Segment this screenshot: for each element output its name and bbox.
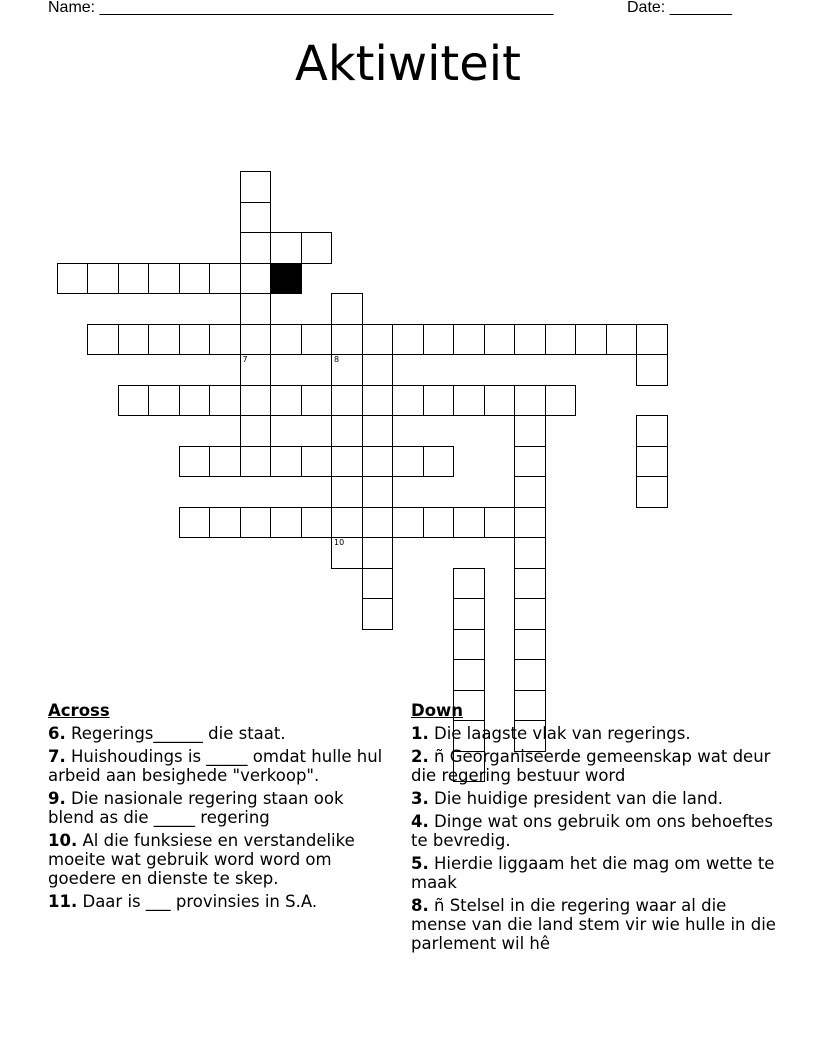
crossword-cell[interactable] xyxy=(514,537,546,569)
crossword-cell[interactable] xyxy=(240,232,272,264)
crossword-cell[interactable] xyxy=(514,507,546,539)
crossword-cell[interactable] xyxy=(270,507,302,539)
crossword-cell[interactable] xyxy=(362,354,394,386)
clue-number: 4. xyxy=(411,812,429,831)
clue-number: 5. xyxy=(411,854,429,873)
across-clue xyxy=(48,747,388,785)
crossword-cell[interactable] xyxy=(209,507,241,539)
clue-text: Daar is ___ provinsies in S.A. xyxy=(82,892,318,911)
across-clue xyxy=(48,789,388,827)
crossword-cell[interactable] xyxy=(148,324,180,356)
crossword-cell[interactable] xyxy=(362,537,394,569)
clue-number: 8. xyxy=(411,896,429,915)
crossword-cell[interactable] xyxy=(392,507,424,539)
crossword-cell[interactable] xyxy=(331,476,363,508)
clue-number-label: 10 xyxy=(334,538,345,547)
clue-text: Dinge wat ons gebruik om ons behoeftes te bevredig. xyxy=(411,812,773,850)
crossword-cell[interactable] xyxy=(453,629,485,661)
crossword-cell[interactable] xyxy=(179,446,211,478)
page-title: Aktiwiteit xyxy=(295,36,521,92)
crossword-cell[interactable] xyxy=(240,324,272,356)
crossword-cell[interactable] xyxy=(484,507,516,539)
clue-number: 9. xyxy=(48,789,66,808)
down-clue xyxy=(411,724,781,743)
crossword-cell[interactable] xyxy=(179,385,211,417)
crossword-cell[interactable] xyxy=(240,202,272,234)
crossword-cell[interactable] xyxy=(209,446,241,478)
date-field-line: Date: _______ xyxy=(627,0,732,16)
crossword-cell[interactable] xyxy=(179,324,211,356)
clue-number: 11. xyxy=(48,892,78,911)
clue-text: Die laagste vlak van regerings. xyxy=(434,724,691,743)
crossword-cell[interactable] xyxy=(423,324,455,356)
across-clue xyxy=(48,724,388,743)
crossword-cell[interactable] xyxy=(636,324,668,356)
clue-number: 3. xyxy=(411,789,429,808)
crossword-cell[interactable] xyxy=(57,263,89,295)
clue-text: Al die funksiese en verstandelike moeite wat gebruik word word om goedere en dienste te skep. xyxy=(48,831,355,888)
crossword-cell[interactable] xyxy=(270,446,302,478)
crossword-cell[interactable] xyxy=(270,324,302,356)
crossword-cell[interactable] xyxy=(179,263,211,295)
crossword-cell[interactable] xyxy=(514,598,546,630)
clue-text: ñ Georganiseerde gemeenskap wat deur die regering bestuur word xyxy=(411,747,771,785)
crossword-cell[interactable] xyxy=(362,598,394,630)
crossword-cell[interactable] xyxy=(118,385,150,417)
crossword-cell[interactable] xyxy=(484,324,516,356)
crossword-cell[interactable] xyxy=(423,507,455,539)
crossword-cell[interactable] xyxy=(87,263,119,295)
crossword-cell[interactable] xyxy=(362,446,394,478)
crossword-cell[interactable] xyxy=(240,354,272,386)
crossword-cell[interactable] xyxy=(301,507,333,539)
crossword-cell[interactable] xyxy=(514,415,546,447)
crossword-cell[interactable] xyxy=(331,537,363,569)
crossword-cell[interactable] xyxy=(301,232,333,264)
crossword-cell[interactable] xyxy=(118,263,150,295)
down-clue xyxy=(411,896,781,953)
clue-text: Regerings______ die staat. xyxy=(71,724,286,743)
across-clue xyxy=(48,831,388,888)
clue-text: Die huidige president van die land. xyxy=(434,789,724,808)
crossword-cell[interactable] xyxy=(240,507,272,539)
crossword-cell[interactable] xyxy=(240,385,272,417)
crossword-cell[interactable] xyxy=(484,385,516,417)
name-field-line: Name: ___________________________________________________ xyxy=(48,0,554,16)
clue-text: ñ Stelsel in die regering waar al die mense van die land stem vir wie hulle in die parlement wil hê xyxy=(411,896,776,953)
crossword-cell[interactable] xyxy=(331,507,363,539)
crossword-cell[interactable] xyxy=(331,415,363,447)
crossword-cell[interactable] xyxy=(545,385,577,417)
clue-number: 2. xyxy=(411,747,429,766)
crossword-cell[interactable] xyxy=(514,476,546,508)
crossword-cell[interactable] xyxy=(148,263,180,295)
crossword-cell[interactable] xyxy=(331,293,363,325)
crossword-cell[interactable] xyxy=(392,324,424,356)
crossword-cell[interactable] xyxy=(514,568,546,600)
crossword-cell[interactable] xyxy=(240,446,272,478)
clue-text: Die nasionale regering staan ook blend as die _____ regering xyxy=(48,789,344,827)
crossword-black-cell xyxy=(270,263,302,295)
crossword-cell[interactable] xyxy=(453,598,485,630)
crossword-cell[interactable] xyxy=(362,324,394,356)
clue-number: 10. xyxy=(48,831,78,850)
crossword-cell[interactable] xyxy=(301,446,333,478)
crossword-cell[interactable] xyxy=(270,385,302,417)
crossword-cell[interactable] xyxy=(331,446,363,478)
crossword-cell[interactable] xyxy=(636,446,668,478)
crossword-cell[interactable] xyxy=(453,324,485,356)
down-clue xyxy=(411,789,781,808)
crossword-cell[interactable] xyxy=(453,568,485,600)
down-clue xyxy=(411,812,781,850)
crossword-cell[interactable] xyxy=(209,263,241,295)
crossword-cell[interactable] xyxy=(545,324,577,356)
crossword-cell[interactable] xyxy=(118,324,150,356)
across-clue xyxy=(48,892,388,911)
crossword-cell[interactable] xyxy=(423,385,455,417)
down-heading: Down xyxy=(411,701,464,720)
crossword-cell[interactable] xyxy=(392,385,424,417)
crossword-cell[interactable] xyxy=(209,385,241,417)
clue-number: 6. xyxy=(48,724,66,743)
crossword-cell[interactable] xyxy=(240,415,272,447)
crossword-cell[interactable] xyxy=(514,446,546,478)
down-clue xyxy=(411,854,781,892)
crossword-cell[interactable] xyxy=(453,659,485,691)
crossword-cell[interactable] xyxy=(331,354,363,386)
crossword-cell[interactable] xyxy=(87,324,119,356)
clue-number: 1. xyxy=(411,724,429,743)
crossword-cell[interactable] xyxy=(636,476,668,508)
crossword-cell[interactable] xyxy=(331,324,363,356)
crossword-cell[interactable] xyxy=(301,324,333,356)
crossword-cell[interactable] xyxy=(240,263,272,295)
crossword-cell[interactable] xyxy=(453,385,485,417)
crossword-cell[interactable] xyxy=(514,629,546,661)
crossword-cell[interactable] xyxy=(423,446,455,478)
crossword-cell[interactable] xyxy=(514,659,546,691)
clue-text: Huishoudings is _____ omdat hulle hul arbeid aan besighede "verkoop". xyxy=(48,747,383,785)
crossword-cell[interactable] xyxy=(240,171,272,203)
crossword-cell[interactable] xyxy=(270,232,302,264)
crossword-cell[interactable] xyxy=(148,385,180,417)
crossword-cell[interactable] xyxy=(362,476,394,508)
across-heading: Across xyxy=(48,701,110,720)
clue-text: Hierdie liggaam het die mag om wette te maak xyxy=(411,854,775,892)
crossword-cell[interactable] xyxy=(331,385,363,417)
clue-number: 7. xyxy=(48,747,66,766)
crossword-cell[interactable] xyxy=(240,293,272,325)
crossword-cell[interactable] xyxy=(362,385,394,417)
crossword-cell[interactable] xyxy=(301,385,333,417)
crossword-cell[interactable] xyxy=(179,507,211,539)
crossword-cell[interactable] xyxy=(636,354,668,386)
crossword-cell[interactable] xyxy=(362,415,394,447)
crossword-cell[interactable] xyxy=(209,324,241,356)
across-clues xyxy=(48,701,388,915)
crossword-cell[interactable] xyxy=(362,507,394,539)
down-clue xyxy=(411,747,781,785)
crossword-cell[interactable] xyxy=(575,324,607,356)
down-clues xyxy=(411,701,781,957)
crossword-cell[interactable] xyxy=(514,324,546,356)
clue-number-label: 7 xyxy=(242,355,248,364)
crossword-cell[interactable] xyxy=(514,385,546,417)
crossword-cell[interactable] xyxy=(392,446,424,478)
clue-number-label: 8 xyxy=(334,355,340,364)
crossword-cell[interactable] xyxy=(636,415,668,447)
crossword-cell[interactable] xyxy=(362,568,394,600)
crossword-cell[interactable] xyxy=(606,324,638,356)
crossword-cell[interactable] xyxy=(453,507,485,539)
